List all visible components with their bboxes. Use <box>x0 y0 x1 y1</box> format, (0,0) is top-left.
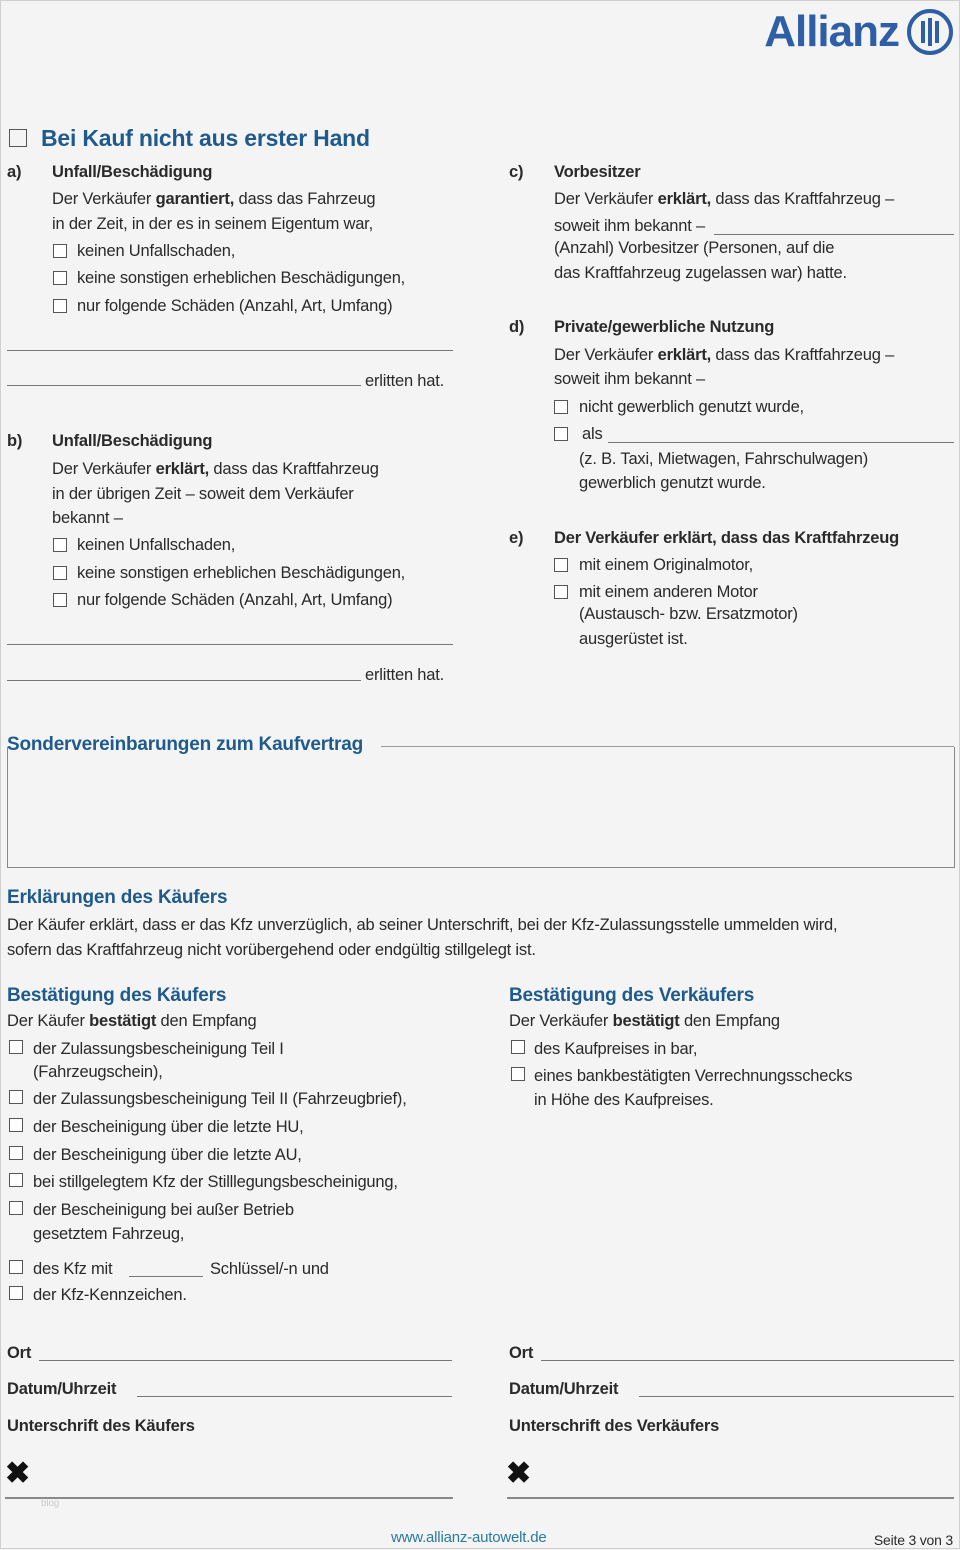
buyer-checkbox-3[interactable] <box>9 1118 23 1132</box>
e-checkbox-2[interactable] <box>554 585 568 599</box>
b-checkbox-3[interactable] <box>53 593 67 607</box>
buyer-signature-field[interactable] <box>5 1497 453 1499</box>
d-heading: Private/gewerbliche Nutzung <box>554 318 775 336</box>
buyer-checkbox-8[interactable] <box>9 1286 23 1300</box>
c-line1: Der Verkäufer erklärt, dass das Kraftfahrzeug – <box>554 190 895 208</box>
buyer-item-2: der Zulassungsbescheinigung Teil II (Fahrzeugbrief), <box>33 1090 407 1108</box>
d-checkbox-1[interactable] <box>554 400 568 414</box>
label-d: d) <box>509 318 525 336</box>
label-a: a) <box>7 163 22 181</box>
seller-ort-label: Ort <box>509 1344 534 1362</box>
buyer-item-1b: (Fahrzeugschein), <box>33 1063 163 1081</box>
buyer-signature-label: Unterschrift des Käufers <box>7 1417 195 1435</box>
logo-emblem-icon <box>907 9 953 55</box>
b-option-2: keine sonstigen erheblichen Beschädigungen, <box>77 564 406 582</box>
erkl-heading: Erklärungen des Käufers <box>7 887 228 908</box>
d-option-2: als <box>582 425 603 443</box>
seller-signature-field[interactable] <box>507 1497 954 1499</box>
label-b: b) <box>7 432 23 450</box>
usage-type-field[interactable] <box>608 442 954 443</box>
seller-ort-field[interactable] <box>541 1360 954 1361</box>
section-title: Bei Kauf nicht aus erster Hand <box>41 125 370 151</box>
page-number: Seite 3 von 3 <box>873 1532 953 1548</box>
a-option-1: keinen Unfallschaden, <box>77 242 236 260</box>
erkl-line2: sofern das Kraftfahrzeug nicht vorübergehend oder endgültig stillgelegt ist. <box>7 941 536 959</box>
b-line3: bekannt – <box>52 509 123 527</box>
e-line1: (Austausch- bzw. Ersatzmotor) <box>579 605 798 623</box>
buyer-heading: Bestätigung des Käufers <box>7 985 227 1006</box>
buyer-item-6: der Bescheinigung bei außer Betrieb <box>33 1201 294 1219</box>
kauf-checkbox[interactable] <box>9 129 27 147</box>
owners-count-field[interactable] <box>714 234 954 235</box>
buyer-ort-field[interactable] <box>39 1360 452 1361</box>
signature-x-icon: ✖ <box>5 1457 31 1490</box>
buyer-checkbox-5[interactable] <box>9 1173 23 1187</box>
allianz-logo <box>764 7 953 57</box>
b-damage-field-1[interactable] <box>7 644 453 645</box>
b-line1: Der Verkäufer erklärt, dass das Kraftfahrzeug <box>52 460 379 478</box>
label-e: e) <box>509 529 524 547</box>
erkl-line1: Der Käufer erklärt, dass er das Kfz unverzüglich, ab seiner Unterschrift, bei der Kfz-Zulassungsstelle ummelden wird, <box>7 916 838 934</box>
buyer-item-7a: des Kfz mit <box>33 1260 113 1278</box>
seller-item-2: eines bankbestätigten Verrechnungsschecks <box>534 1067 853 1085</box>
buyer-checkbox-4[interactable] <box>9 1146 23 1160</box>
sonder-textarea[interactable] <box>7 747 955 868</box>
a-heading: Unfall/Beschädigung <box>52 163 213 181</box>
a-checkbox-3[interactable] <box>53 299 67 313</box>
e-checkbox-1[interactable] <box>554 558 568 572</box>
b-checkbox-1[interactable] <box>53 538 67 552</box>
d-option-1: nicht gewerblich genutzt wurde, <box>579 398 804 416</box>
watermark: blog <box>41 1498 60 1509</box>
a-option-2: keine sonstigen erheblichen Beschädigungen, <box>77 269 406 287</box>
seller-item-2b: in Höhe des Kaufpreises. <box>534 1091 714 1109</box>
d-line2: soweit ihm bekannt – <box>554 370 706 388</box>
c-line4: das Kraftfahrzeug zugelassen war) hatte. <box>554 264 847 282</box>
seller-intro: Der Verkäufer bestätigt den Empfang <box>509 1012 780 1030</box>
a-line1: Der Verkäufer garantiert, dass das Fahrzeug <box>52 190 376 208</box>
sonder-heading: Sondervereinbarungen zum Kaufvertrag <box>7 734 363 755</box>
seller-checkbox-1[interactable] <box>511 1040 525 1054</box>
a-line2: in der Zeit, in der es in seinem Eigentum war, <box>52 215 373 233</box>
d-line1: Der Verkäufer erklärt, dass das Kraftfahrzeug – <box>554 346 895 364</box>
seller-datum-label: Datum/Uhrzeit <box>509 1380 619 1398</box>
c-line2: soweit ihm bekannt – <box>554 217 706 235</box>
label-c: c) <box>509 163 524 181</box>
e-heading: Der Verkäufer erklärt, dass das Kraftfahrzeug <box>554 529 899 547</box>
buyer-item-6b: gesetztem Fahrzeug, <box>33 1225 185 1243</box>
footer-url-link[interactable]: www.allianz-autowelt.de <box>391 1529 547 1546</box>
seller-item-1: des Kaufpreises in bar, <box>534 1040 698 1058</box>
buyer-datum-field[interactable] <box>137 1396 452 1397</box>
buyer-checkbox-7[interactable] <box>9 1260 23 1274</box>
buyer-checkbox-1[interactable] <box>9 1040 23 1054</box>
c-heading: Vorbesitzer <box>554 163 641 181</box>
buyer-item-5: bei stillgelegtem Kfz der Stilllegungsbescheinigung, <box>33 1173 398 1191</box>
e-option-1: mit einem Originalmotor, <box>579 556 754 574</box>
buyer-checkbox-6[interactable] <box>9 1201 23 1215</box>
key-count-field[interactable] <box>129 1276 203 1277</box>
buyer-item-7b: Schlüssel/-n und <box>210 1260 329 1278</box>
a-damage-field-1[interactable] <box>7 350 453 351</box>
c-line3: (Anzahl) Vorbesitzer (Personen, auf die <box>554 239 835 257</box>
seller-datum-field[interactable] <box>639 1396 954 1397</box>
e-option-2: mit einem anderen Motor <box>579 583 758 601</box>
b-end: erlitten hat. <box>365 666 445 684</box>
signature-x-icon: ✖ <box>506 1457 532 1490</box>
buyer-item-8: der Kfz-Kennzeichen. <box>33 1286 187 1304</box>
buyer-item-1: der Zulassungsbescheinigung Teil I <box>33 1040 284 1058</box>
a-damage-field-2[interactable] <box>7 385 361 386</box>
d-line3: (z. B. Taxi, Mietwagen, Fahrschulwagen) <box>579 450 869 468</box>
seller-checkbox-2[interactable] <box>511 1067 525 1081</box>
a-end: erlitten hat. <box>365 372 445 390</box>
b-option-3: nur folgende Schäden (Anzahl, Art, Umfang) <box>77 591 393 609</box>
b-option-1: keinen Unfallschaden, <box>77 536 236 554</box>
seller-signature-label: Unterschrift des Verkäufers <box>509 1417 720 1435</box>
buyer-checkbox-2[interactable] <box>9 1090 23 1104</box>
b-heading: Unfall/Beschädigung <box>52 432 213 450</box>
e-line2: ausgerüstet ist. <box>579 630 688 648</box>
a-option-3: nur folgende Schäden (Anzahl, Art, Umfang) <box>77 297 393 315</box>
buyer-item-3: der Bescheinigung über die letzte HU, <box>33 1118 304 1136</box>
buyer-item-4: der Bescheinigung über die letzte AU, <box>33 1146 302 1164</box>
a-checkbox-2[interactable] <box>53 271 67 285</box>
d-line4: gewerblich genutzt wurde. <box>579 474 766 492</box>
b-line2: in der übrigen Zeit – soweit dem Verkäufer <box>52 485 354 503</box>
b-checkbox-2[interactable] <box>53 566 67 580</box>
buyer-intro: Der Käufer bestätigt den Empfang <box>7 1012 257 1030</box>
buyer-datum-label: Datum/Uhrzeit <box>7 1380 117 1398</box>
b-damage-field-2[interactable] <box>7 680 361 681</box>
d-checkbox-2[interactable] <box>554 427 568 441</box>
logo-text: Allianz <box>764 7 899 56</box>
a-checkbox-1[interactable] <box>53 244 67 258</box>
buyer-ort-label: Ort <box>7 1344 32 1362</box>
seller-heading: Bestätigung des Verkäufers <box>509 985 755 1006</box>
